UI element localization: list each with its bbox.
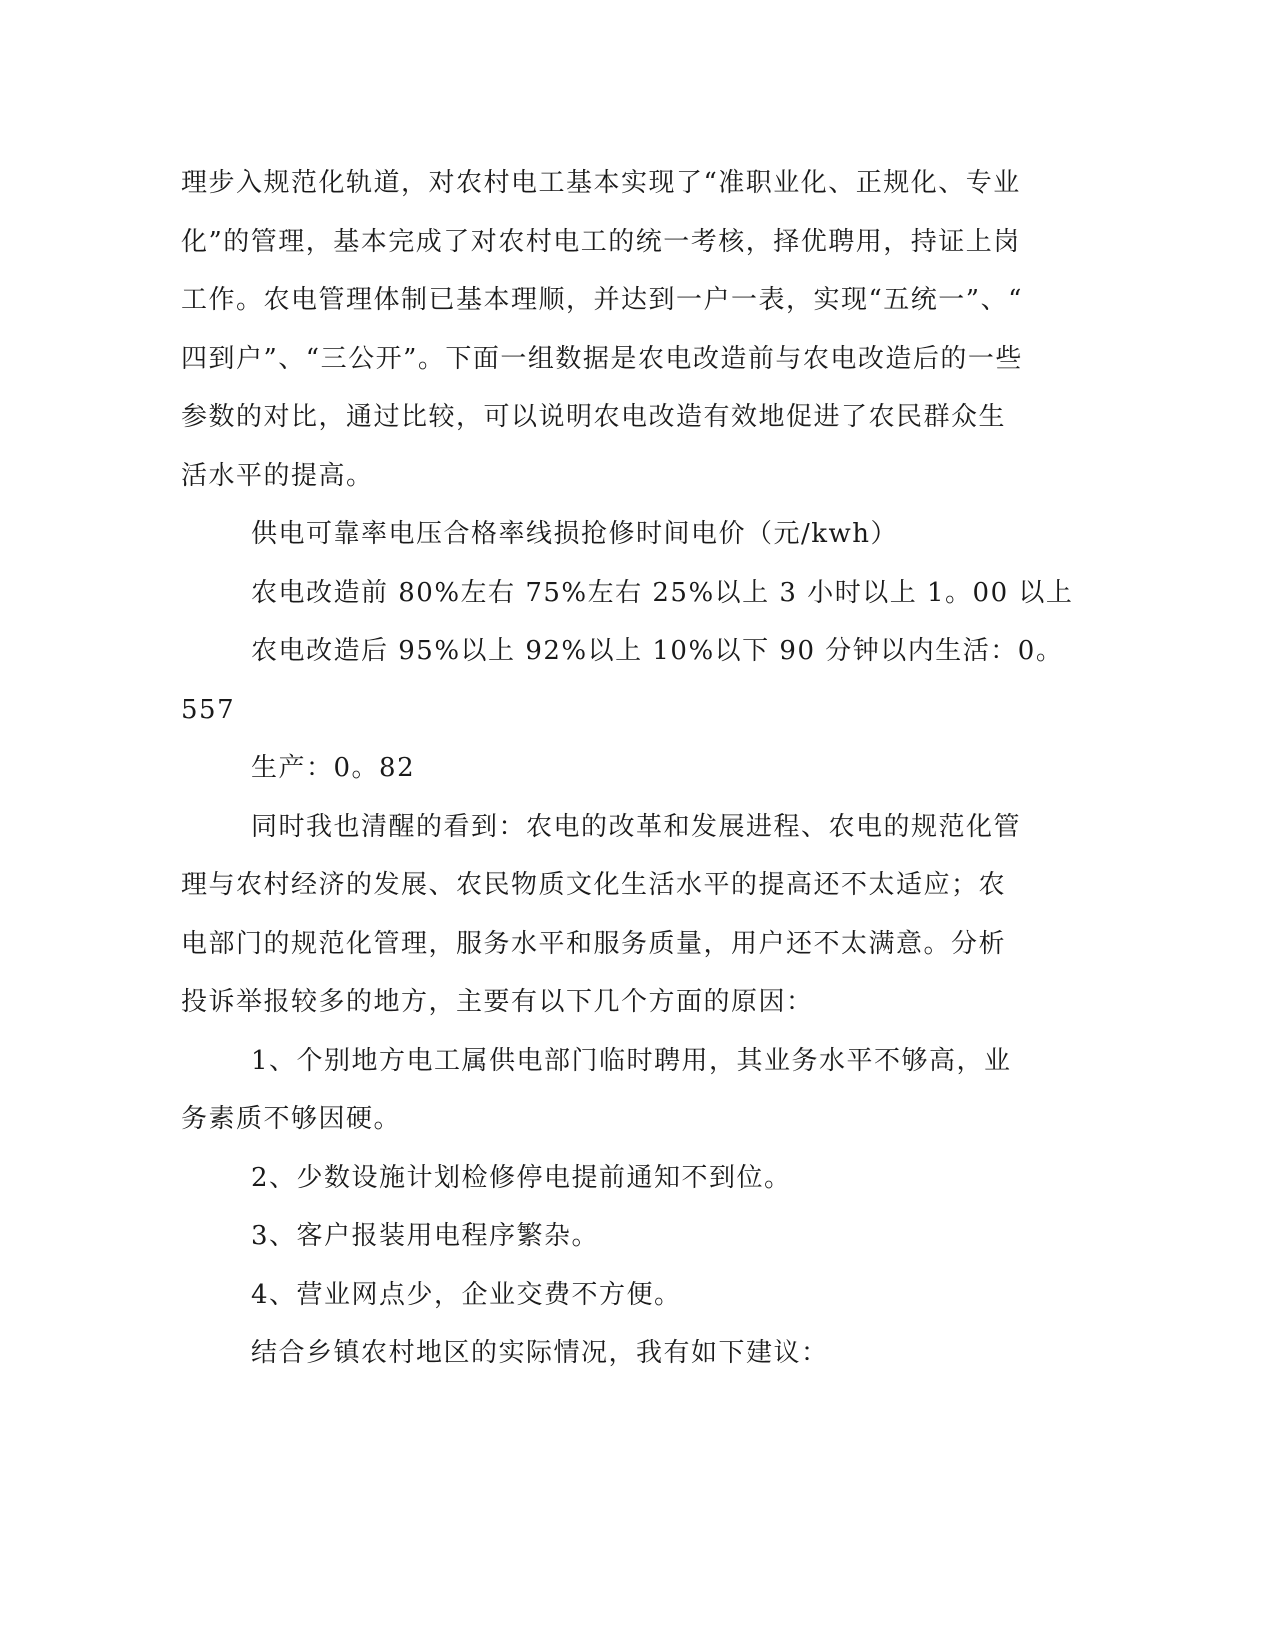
text-line: 4、营业网点少，企业交费不方便。 — [251, 1279, 682, 1310]
text-line: 电部门的规范化管理，服务水平和服务质量，用户还不太满意。分析 — [181, 928, 1007, 959]
text-line: 结合乡镇农村地区的实际情况，我有如下建议： — [251, 1338, 829, 1368]
text-line: 活水平的提高。 — [181, 460, 374, 491]
text-line: 生产：0。82 — [251, 753, 416, 783]
text-line: 务素质不够因硬。 — [181, 1104, 402, 1134]
text-line: 工作。农电管理体制已基本理顺，并达到一户一表，实现“五统一”、“ — [181, 285, 1023, 315]
text-line: 1、个别地方电工属供电部门临时聘用，其业务水平不够高，业 — [251, 1045, 1012, 1076]
text-line: 同时我也清醒的看到：农电的改革和发展进程、农电的规范化管 — [251, 811, 1022, 842]
text-line: 投诉举报较多的地方，主要有以下几个方面的原因： — [181, 987, 814, 1017]
text-line: 四到户”、“三公开”。下面一组数据是农电改造前与农电改造后的一些 — [181, 343, 1023, 374]
text-line: 供电可靠率电压合格率线损抢修时间电价（元/kwh） — [251, 519, 899, 549]
text-line: 农电改造后 95%以上 92%以上 10%以下 90 分钟以内生活：0。 — [251, 636, 1064, 666]
text-line: 2、少数设施计划检修停电提前通知不到位。 — [251, 1162, 792, 1193]
text-line: 农电改造前 80%左右 75%左右 25%以上 3 小时以上 1。00 以上 — [251, 577, 1074, 608]
text-line: 理与农村经济的发展、农民物质文化生活水平的提高还不太适应；农 — [181, 870, 1007, 900]
body-text — [181, 154, 1074, 1383]
text-line: 557 — [181, 694, 236, 725]
text-line: 3、客户报装用电程序繁杂。 — [251, 1221, 600, 1251]
text-line: 参数的对比，通过比较，可以说明农电改造有效地促进了农民群众生 — [181, 402, 1007, 432]
text-line: 化”的管理，基本完成了对农村电工的统一考核，择优聘用，持证上岗 — [181, 226, 1021, 257]
text-line: 理步入规范化轨道，对农村电工基本实现了“准职业化、正规化、专业 — [181, 168, 1021, 198]
